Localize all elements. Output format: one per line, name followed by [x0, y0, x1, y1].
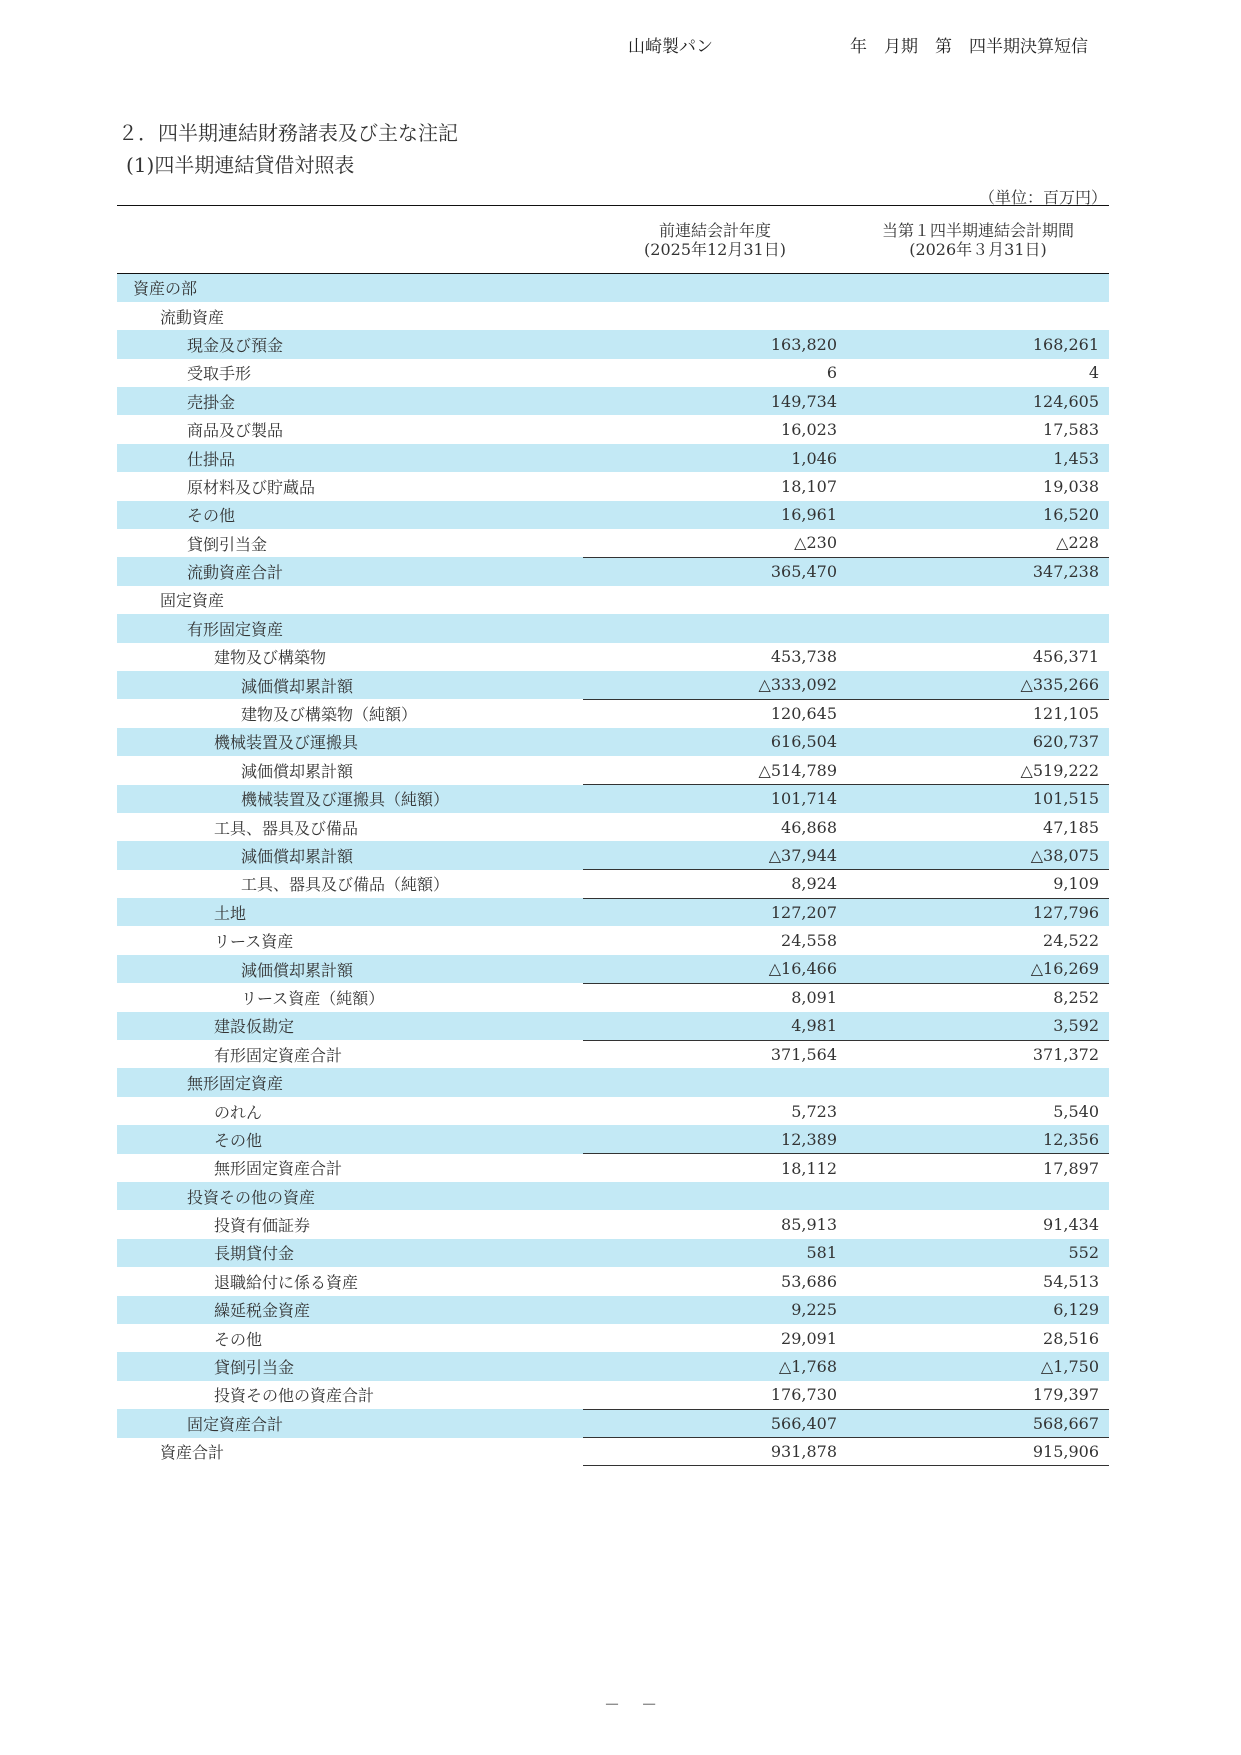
prev-period-value: 9,225 [583, 1296, 847, 1324]
table-row [117, 955, 1109, 983]
table-row [117, 1040, 1109, 1068]
table-row [117, 359, 1109, 387]
current-period-value: 456,371 [1032, 647, 1099, 667]
prev-period-value: 371,564 [770, 1044, 837, 1064]
current-period-value: △38,075 [847, 841, 1109, 869]
current-period-value: 12,356 [847, 1125, 1109, 1153]
prev-period-value: 4,981 [583, 1012, 847, 1040]
table-row [117, 1097, 1109, 1125]
table-row [117, 785, 1109, 813]
current-period-value: 91,434 [1043, 1215, 1099, 1235]
row-label: 無形固定資産 [117, 1068, 583, 1096]
prev-period-value: 5,723 [791, 1101, 837, 1121]
row-label: 減価償却累計額 [117, 955, 583, 983]
row-label: 機械装置及び運搬具（純額） [117, 785, 583, 813]
current-period-value: 568,667 [847, 1409, 1109, 1437]
prev-period-value: 1,046 [583, 444, 847, 472]
current-period-title: 当第１四半期連結会計期間 [881, 220, 1074, 240]
row-label: 貸倒引当金 [117, 1352, 583, 1380]
row-label: 資産合計 [160, 1443, 225, 1463]
row-label: 工具、器具及び備品（純額） [241, 875, 450, 895]
current-period-value [847, 586, 1109, 614]
prev-period-header [583, 206, 847, 274]
current-period-value: 9,109 [847, 870, 1109, 898]
row-label: リース資産（純額） [241, 988, 385, 1008]
row-label: その他 [214, 1329, 263, 1349]
table-row [117, 387, 1109, 415]
table-row [117, 1182, 1109, 1210]
row-label: 投資その他の資産合計 [214, 1386, 375, 1406]
prev-period-value: 931,878 [583, 1438, 847, 1466]
prev-period-value: 616,504 [583, 728, 847, 756]
table-body [117, 274, 1109, 1466]
row-label: その他 [117, 1125, 583, 1153]
table-row [117, 898, 1109, 926]
prev-period-value: △37,944 [583, 841, 847, 869]
row-label: 売掛金 [117, 387, 583, 415]
prev-period-value: 120,645 [770, 704, 837, 724]
row-label: リース資産 [214, 932, 294, 952]
table-row [117, 1239, 1109, 1267]
table-row [117, 1381, 1109, 1409]
table-row [117, 274, 1109, 302]
current-period-value: 915,906 [847, 1438, 1109, 1466]
row-label: 投資その他の資産 [117, 1182, 583, 1210]
current-period-value: 28,516 [1043, 1328, 1099, 1348]
current-period-value: 121,105 [1032, 704, 1099, 724]
section-title: ２．四半期連結財務諸表及び主な注記 [118, 121, 458, 145]
prev-period-value: 127,207 [583, 898, 847, 926]
current-period-value: △16,269 [847, 955, 1109, 983]
table-row [117, 501, 1109, 529]
current-period-value: 552 [847, 1239, 1109, 1267]
current-period-value [847, 274, 1109, 302]
prev-period-value: 163,820 [583, 330, 847, 358]
row-label: のれん [214, 1102, 263, 1122]
row-label: 受取手形 [187, 364, 252, 384]
prev-period-value: △514,789 [583, 756, 847, 784]
prev-period-value [583, 1182, 847, 1210]
balance-sheet-table [117, 205, 1109, 1466]
table-row [117, 1125, 1109, 1153]
row-label: 建物及び構築物（純額） [241, 705, 418, 725]
prev-period-value: 46,868 [781, 817, 837, 837]
row-label: 建物及び構築物 [214, 648, 327, 668]
row-label: 貸倒引当金 [187, 534, 268, 554]
table-row [117, 926, 1109, 954]
row-label: 流動資産 [160, 307, 225, 327]
row-label: 有形固定資産 [117, 614, 583, 642]
current-period-value: 127,796 [847, 898, 1109, 926]
row-label: 固定資産合計 [117, 1409, 583, 1437]
current-period-value: 179,397 [847, 1381, 1109, 1409]
current-period-value: 17,897 [1043, 1158, 1099, 1178]
table-row [117, 1068, 1109, 1096]
table-row [117, 983, 1109, 1011]
header-company: 山崎製パン [628, 37, 713, 57]
table-header [117, 206, 1109, 274]
row-label: 建設仮勘定 [117, 1012, 583, 1040]
prev-period-value: △230 [583, 529, 847, 557]
table-row [117, 444, 1109, 472]
current-period-value: △1,750 [847, 1352, 1109, 1380]
row-label: 無形固定資産合計 [214, 1159, 343, 1179]
prev-period-value: 85,913 [781, 1215, 837, 1235]
table-row [117, 1210, 1109, 1238]
table-row [117, 1296, 1109, 1324]
row-label: 長期貸付金 [117, 1239, 583, 1267]
table-row [117, 1267, 1109, 1295]
current-period-value: 19,038 [1043, 476, 1099, 496]
row-label: 流動資産合計 [117, 557, 583, 585]
prev-period-value: 566,407 [583, 1409, 847, 1437]
row-label: 土地 [117, 898, 583, 926]
prev-period-value: 149,734 [583, 387, 847, 415]
prev-period-value [583, 614, 847, 642]
row-label: 繰延税金資産 [117, 1296, 583, 1324]
prev-period-value: 365,470 [583, 557, 847, 585]
row-label: 退職給付に係る資産 [214, 1272, 359, 1292]
current-period-value: 347,238 [847, 557, 1109, 585]
row-label: 固定資産 [160, 591, 225, 611]
prev-period-value: △1,768 [583, 1352, 847, 1380]
row-label: 現金及び預金 [117, 330, 583, 358]
prev-period-value: 18,112 [781, 1158, 837, 1178]
table-row [117, 841, 1109, 869]
table-row [117, 1438, 1109, 1466]
prev-period-date: (2025年12月31日) [644, 239, 786, 259]
current-period-value: 1,453 [847, 444, 1109, 472]
prev-period-value: △333,092 [583, 671, 847, 699]
prev-period-value [583, 302, 847, 330]
current-period-value: 5,540 [1053, 1101, 1099, 1121]
row-label: 商品及び製品 [187, 421, 284, 441]
table-row [117, 643, 1109, 671]
current-period-value: 371,372 [1032, 1044, 1099, 1064]
current-period-value: 4 [1088, 363, 1099, 383]
current-period-value: 6,129 [847, 1296, 1109, 1324]
current-period-date: (2026年３月31日) [909, 239, 1047, 259]
current-period-value: 3,592 [847, 1012, 1109, 1040]
table-row [117, 472, 1109, 500]
prev-period-value: 16,961 [583, 501, 847, 529]
table-row [117, 671, 1109, 699]
table-row [117, 1409, 1109, 1437]
prev-period-value [583, 1068, 847, 1096]
table-row [117, 728, 1109, 756]
table-row [117, 813, 1109, 841]
prev-period-title: 前連結会計年度 [658, 220, 771, 240]
table-row [117, 699, 1109, 727]
table-row [117, 415, 1109, 443]
prev-period-value: 6 [826, 363, 837, 383]
row-label: 原材料及び貯蔵品 [187, 477, 316, 497]
prev-period-value: 53,686 [781, 1271, 837, 1291]
table-row [117, 302, 1109, 330]
header-report-title: 年 月期 第 四半期決算短信 [850, 37, 1088, 57]
table-row [117, 1154, 1109, 1182]
table-row [117, 756, 1109, 784]
label-column-header [117, 206, 583, 274]
prev-period-value: 581 [583, 1239, 847, 1267]
current-period-value: 17,583 [1043, 420, 1099, 440]
current-period-value: 16,520 [847, 501, 1109, 529]
row-label: 工具、器具及び備品 [214, 818, 359, 838]
subsection-title: (1)四半期連結貸借対照表 [126, 153, 355, 177]
current-period-value: 8,252 [1053, 988, 1099, 1008]
current-period-value: △228 [847, 529, 1109, 557]
prev-period-value: 453,738 [770, 647, 837, 667]
table-row [117, 557, 1109, 585]
prev-period-value [583, 274, 847, 302]
table-row [117, 1324, 1109, 1352]
current-period-value: 24,522 [1043, 931, 1099, 951]
row-label: 減価償却累計額 [241, 761, 354, 781]
current-period-value: 620,737 [847, 728, 1109, 756]
current-period-value: 101,515 [847, 785, 1109, 813]
row-label: 有形固定資産合計 [214, 1045, 343, 1065]
row-label: 減価償却累計額 [117, 671, 583, 699]
table-row [117, 330, 1109, 358]
current-period-value: 47,185 [1043, 817, 1099, 837]
current-period-value: 168,261 [847, 330, 1109, 358]
table-row [117, 586, 1109, 614]
prev-period-value [583, 586, 847, 614]
prev-period-value: 101,714 [583, 785, 847, 813]
current-period-value [847, 1182, 1109, 1210]
current-period-value [847, 1068, 1109, 1096]
prev-period-value: 16,023 [781, 420, 837, 440]
table-row [117, 1352, 1109, 1380]
current-period-value [847, 302, 1109, 330]
current-period-value [847, 614, 1109, 642]
row-label: 機械装置及び運搬具 [117, 728, 583, 756]
table-row [117, 870, 1109, 898]
current-period-value: △335,266 [847, 671, 1109, 699]
current-period-value: 124,605 [847, 387, 1109, 415]
table-row [117, 529, 1109, 557]
table-row [117, 1012, 1109, 1040]
page-number: － － [604, 1695, 666, 1714]
row-label: 投資有価証券 [214, 1216, 311, 1236]
row-label: 減価償却累計額 [117, 841, 583, 869]
prev-period-value: 8,091 [791, 988, 837, 1008]
unit-label: （単位：百万円） [978, 188, 1107, 207]
current-period-value: △519,222 [847, 756, 1109, 784]
prev-period-value: 176,730 [583, 1381, 847, 1409]
prev-period-value: 8,924 [583, 870, 847, 898]
current-period-value: 54,513 [1043, 1271, 1099, 1291]
prev-period-value: 29,091 [781, 1328, 837, 1348]
row-label: その他 [117, 501, 583, 529]
prev-period-value: 24,558 [781, 931, 837, 951]
row-label: 資産の部 [117, 274, 583, 302]
table-row [117, 614, 1109, 642]
row-label: 仕掛品 [117, 444, 583, 472]
current-period-header [847, 206, 1109, 274]
prev-period-value: △16,466 [583, 955, 847, 983]
prev-period-value: 18,107 [781, 476, 837, 496]
prev-period-value: 12,389 [583, 1125, 847, 1153]
